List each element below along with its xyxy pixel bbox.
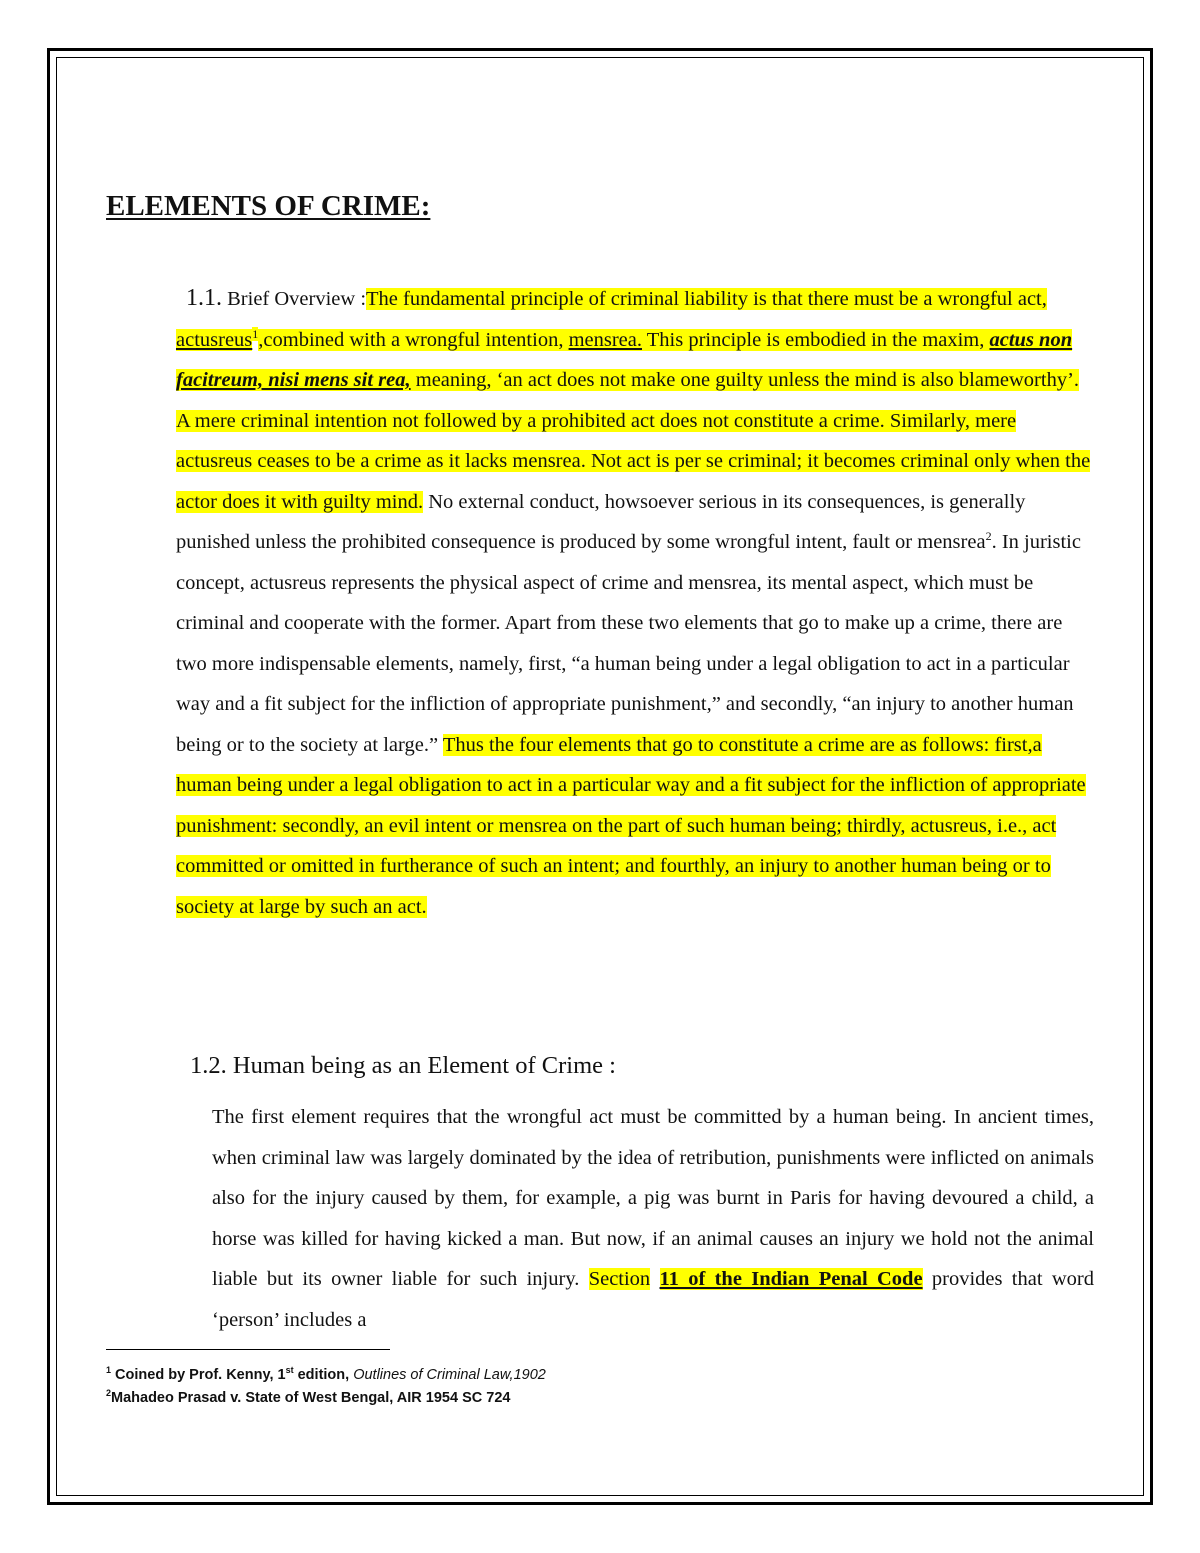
footnote-1-book-title: Outlines of Criminal Law,1902: [353, 1367, 546, 1383]
term-mensrea: mensrea.: [568, 328, 642, 351]
highlight-wrongful-intention: ,combined with a wrongful intention,: [258, 328, 569, 351]
section-1-2-heading: 1.2. Human being as an Element of Crime :: [190, 1052, 616, 1079]
highlight-four-elements: Thus the four elements that go to constitute a crime are as follows: first,a human being under a legal obligation to act in a particular way and a fit subject for the infliction of appropriate punishment: secondly, an evil intent or mensrea on the part of such human being; thirdly, actusreus, i.e., act committed or omitted in furtherance of such an intent; and fourthly, an injury to another human being or to society at large by such an act.: [176, 733, 1086, 918]
footnote-1-number: 1: [106, 1365, 112, 1376]
highlight-maxim-meaning: meaning, ‘an act does not make one guilty unless the mind is also blameworthy’. A mere criminal intention not followed by a prohibited act does not constitute a crime. Similarly, mere actusreus ceases to be a crime as it lacks mensrea. Not act is per se criminal; it becomes criminal only when the actor does it with guilty mind.: [176, 369, 1091, 513]
footnote-1: [106, 1364, 546, 1387]
highlight-principle: The fundamental principle of criminal liability is that there must be a wrongful act,: [366, 288, 1047, 310]
text-person-definition: provides that word ‘person’ includes a: [212, 1268, 1095, 1331]
section-1-1-paragraph: [176, 278, 1096, 927]
section-1-1-label: Brief Overview :: [222, 288, 367, 310]
highlight-maxim-intro: This principle is embodied in the maxim,: [642, 328, 990, 351]
section-1-1-number: 1.1.: [186, 285, 222, 311]
footnote-ref-1: 1: [252, 326, 259, 341]
footnote-1-text: Coined by Prof. Kenny, 1: [111, 1367, 286, 1383]
highlight-section-word: Section: [588, 1268, 651, 1290]
footnote-2: [106, 1387, 546, 1410]
footnote-separator: [106, 1349, 390, 1350]
ipc-section-reference: 11 of the Indian Penal Code: [659, 1268, 923, 1290]
text-external-conduct: No external conduct, howsoever serious in its consequences, is generally punished unless the prohibited consequence is produced by some wrongful intent, fault or mensrea: [176, 490, 1026, 553]
footnote-ref-2: 2: [985, 529, 992, 544]
footnote-2-text: Mahadeo Prasad v. State of West Bengal, AIR 1954 SC 724: [111, 1390, 511, 1406]
footnotes: [106, 1364, 546, 1410]
maxim-latin: actus non facitreum, nisi mens sit rea,: [176, 328, 1073, 391]
document-title: ELEMENTS OF CRIME:: [106, 190, 431, 222]
footnote-1-ordinal: st: [285, 1365, 294, 1376]
footnote-2-number: 2: [106, 1388, 112, 1399]
term-actusreus: actusreus: [176, 328, 253, 351]
section-1-2-paragraph: [212, 1097, 1094, 1340]
footnote-1-edition: edition,: [293, 1367, 354, 1383]
text-juristic-concept: . In juristic concept, actusreus represents the physical aspect of crime and mensrea, its mental aspect, which must be criminal and cooperate with the former. Apart from these two elements that go to make up a crime, there are two more indispensable elements, namely, first, “a human being under a legal obligation to act in a particular way and a fit subject for the infliction of appropriate punishment,” and secondly, “an injury to another human being or to the society at large.”: [176, 531, 1081, 756]
text-human-being-element: The first element requires that the wrongful act must be committed by a human being. In ancient times, when criminal law was largely dominated by the idea of retribution, punishments were inflicted on animals also for the injury caused by them, for example, a pig was burnt in Paris for having devoured a child, a horse was killed for having kicked a man. But now, if an animal causes an injury we hold not the animal liable but its owner liable for such injury.: [212, 1106, 1094, 1290]
